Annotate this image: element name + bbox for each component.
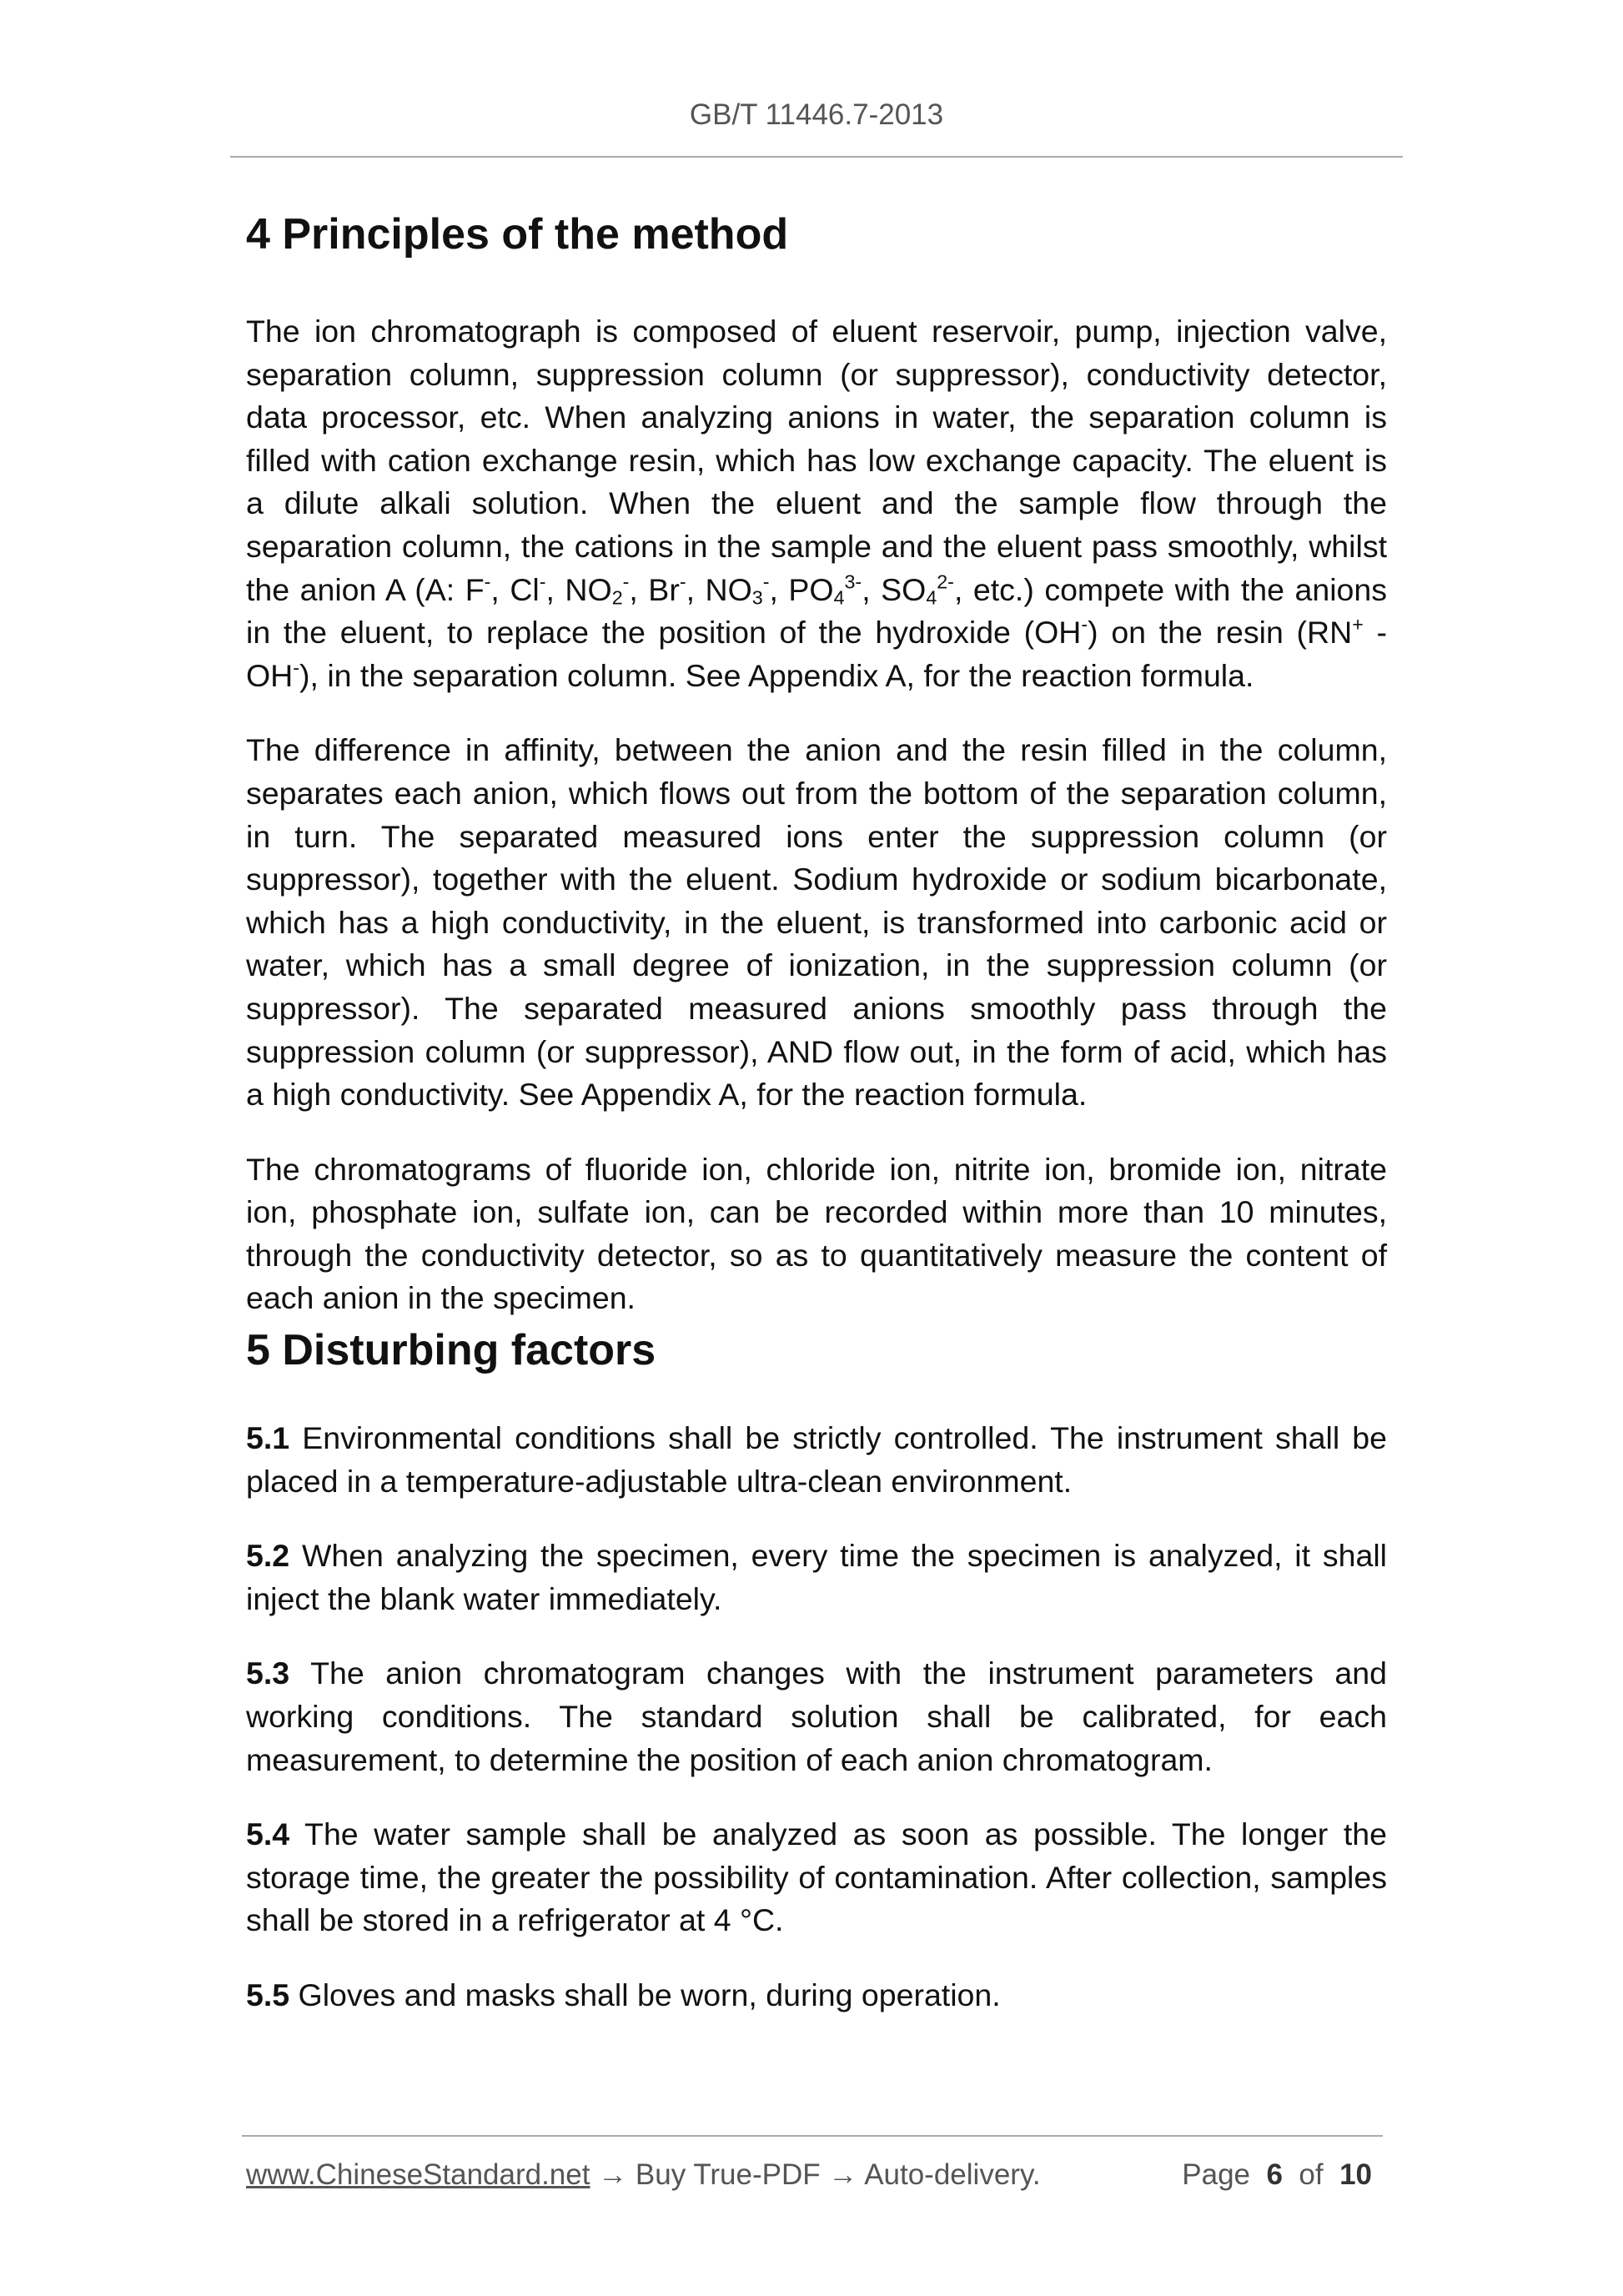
delivery-text: Auto-delivery.	[864, 2158, 1041, 2191]
page-header: GB/T 11446.7-2013	[689, 98, 944, 131]
p1-text-f: , PO	[769, 571, 834, 607]
section-5-title: 5 Disturbing factors	[246, 1326, 656, 1375]
clause-5-4	[246, 1813, 1387, 1942]
superscript: -	[539, 570, 546, 593]
subscript: 3	[751, 586, 763, 609]
superscript: 3-	[844, 570, 862, 593]
arrow-icon: →	[590, 2158, 636, 2191]
header-divider	[230, 156, 1403, 158]
chinesestandard-link[interactable]: www.ChineseStandard.net	[246, 2158, 590, 2191]
superscript: -	[679, 570, 686, 593]
clause-5-1	[246, 1417, 1387, 1503]
total-pages: 10	[1339, 2158, 1372, 2191]
of-word: of	[1299, 2158, 1324, 2191]
section-4-paragraph-2: The difference in affinity, between the anion and the resin filled in the column, separates each anion, which flows out from the bottom of the separation column, in turn. The separated measured ions enter the suppression column (or suppressor), together with the eluent. Sodium hydroxide or sodium bicarbonate, which has a high conductivity, in the eluent, is transformed into carbonic acid or water, which has a small degree of ionization, in the suppression column (or suppressor). The separated measured anions smoothly pass through the suppression column (or suppressor), AND flow out, in the form of acid, which has a high conductivity. See Appendix A, for the reaction formula.	[246, 732, 1387, 1113]
p1-text-c: , NO	[545, 571, 612, 607]
p1-text-b: , Cl	[490, 571, 540, 607]
p1-text-i: ) on the resin (RN	[1088, 615, 1353, 651]
superscript: -	[1081, 613, 1088, 636]
page-footer	[246, 2158, 1372, 2192]
clause-text: The water sample shall be analyzed as soon as possible. The longer the storage time, the greater the possibility of contamination. After collection, samples shall be stored in a refrigerator at 4 °C.	[246, 1816, 1387, 1938]
arrow-icon: →	[820, 2158, 865, 2191]
subscript: 2	[611, 586, 623, 609]
superscript: +	[1352, 613, 1364, 636]
p1-text-h: , etc.) compete with the anions in the eluent, to replace the position of the hydroxide (OH	[246, 571, 1388, 651]
page-word: Page	[1182, 2158, 1251, 2191]
clause-number: 5.4	[246, 1816, 290, 1852]
p1-text-j: - OH	[246, 615, 1387, 693]
clause-5-2	[246, 1535, 1387, 1620]
clause-text: When analyzing the specimen, every time the specimen is analyzed, it shall inject the blank water immediately.	[246, 1538, 1387, 1616]
page-number	[1182, 2158, 1372, 2192]
clause-text: Gloves and masks shall be worn, during operation.	[289, 1977, 1001, 2012]
superscript: -	[484, 570, 491, 593]
subscript: 4	[926, 586, 937, 609]
clause-number: 5.2	[246, 1538, 290, 1574]
buy-text: Buy True-PDF	[635, 2158, 821, 2191]
p1-text-g: , SO	[862, 571, 927, 607]
section-4-paragraph-1	[246, 310, 1387, 697]
superscript: -	[762, 570, 770, 593]
footer-left	[246, 2158, 1041, 2192]
clause-number: 5.3	[246, 1655, 290, 1691]
superscript: -	[293, 656, 299, 679]
section-4-title: 4 Principles of the method	[246, 210, 789, 259]
superscript: 2-	[937, 570, 954, 593]
clause-number: 5.1	[246, 1420, 290, 1456]
clause-5-3	[246, 1652, 1387, 1781]
footer-divider	[242, 2135, 1383, 2137]
p1-text-d: , Br	[629, 571, 680, 607]
subscript: 4	[833, 586, 845, 609]
p1-text-a: The ion chromatograph is composed of eluent reservoir, pump, injection valve, separation column, suppression column (or suppressor), conductivity detector, data processor, etc. When analyzing anions in water, the separation column is filled with cation exchange resin, which has low exchange capacity. The eluent is a dilute alkali solution. When the eluent and the sample flow through the separation column, the cations in the sample and the eluent pass smoothly, whilst the anion A (A: F	[246, 314, 1387, 607]
current-page: 6	[1266, 2158, 1283, 2191]
clause-text: Environmental conditions shall be strictly controlled. The instrument shall be placed in a temperature-adjustable ultra-clean environment.	[246, 1420, 1387, 1499]
page-content	[246, 204, 1387, 2017]
clause-5-5	[246, 1974, 1387, 2017]
clause-number: 5.5	[246, 1977, 290, 2012]
p1-text-k: ), in the separation column. See Appendix A, for the reaction formula.	[299, 657, 1254, 693]
superscript: -	[622, 570, 630, 593]
p1-text-e: , NO	[686, 571, 752, 607]
section-4-paragraph-3: The chromatograms of fluoride ion, chloride ion, nitrite ion, bromide ion, nitrate ion, phosphate ion, sulfate ion, can be recorded within more than 10 minutes, through the conductivity detector, so as to quantitatively measure the content of each anion in the specimen.	[246, 1151, 1387, 1316]
clause-text: The anion chromatogram changes with the instrument parameters and working conditions. The standard solution shall be calibrated, for each measurement, to determine the position of each anion chromatogram.	[246, 1655, 1387, 1777]
